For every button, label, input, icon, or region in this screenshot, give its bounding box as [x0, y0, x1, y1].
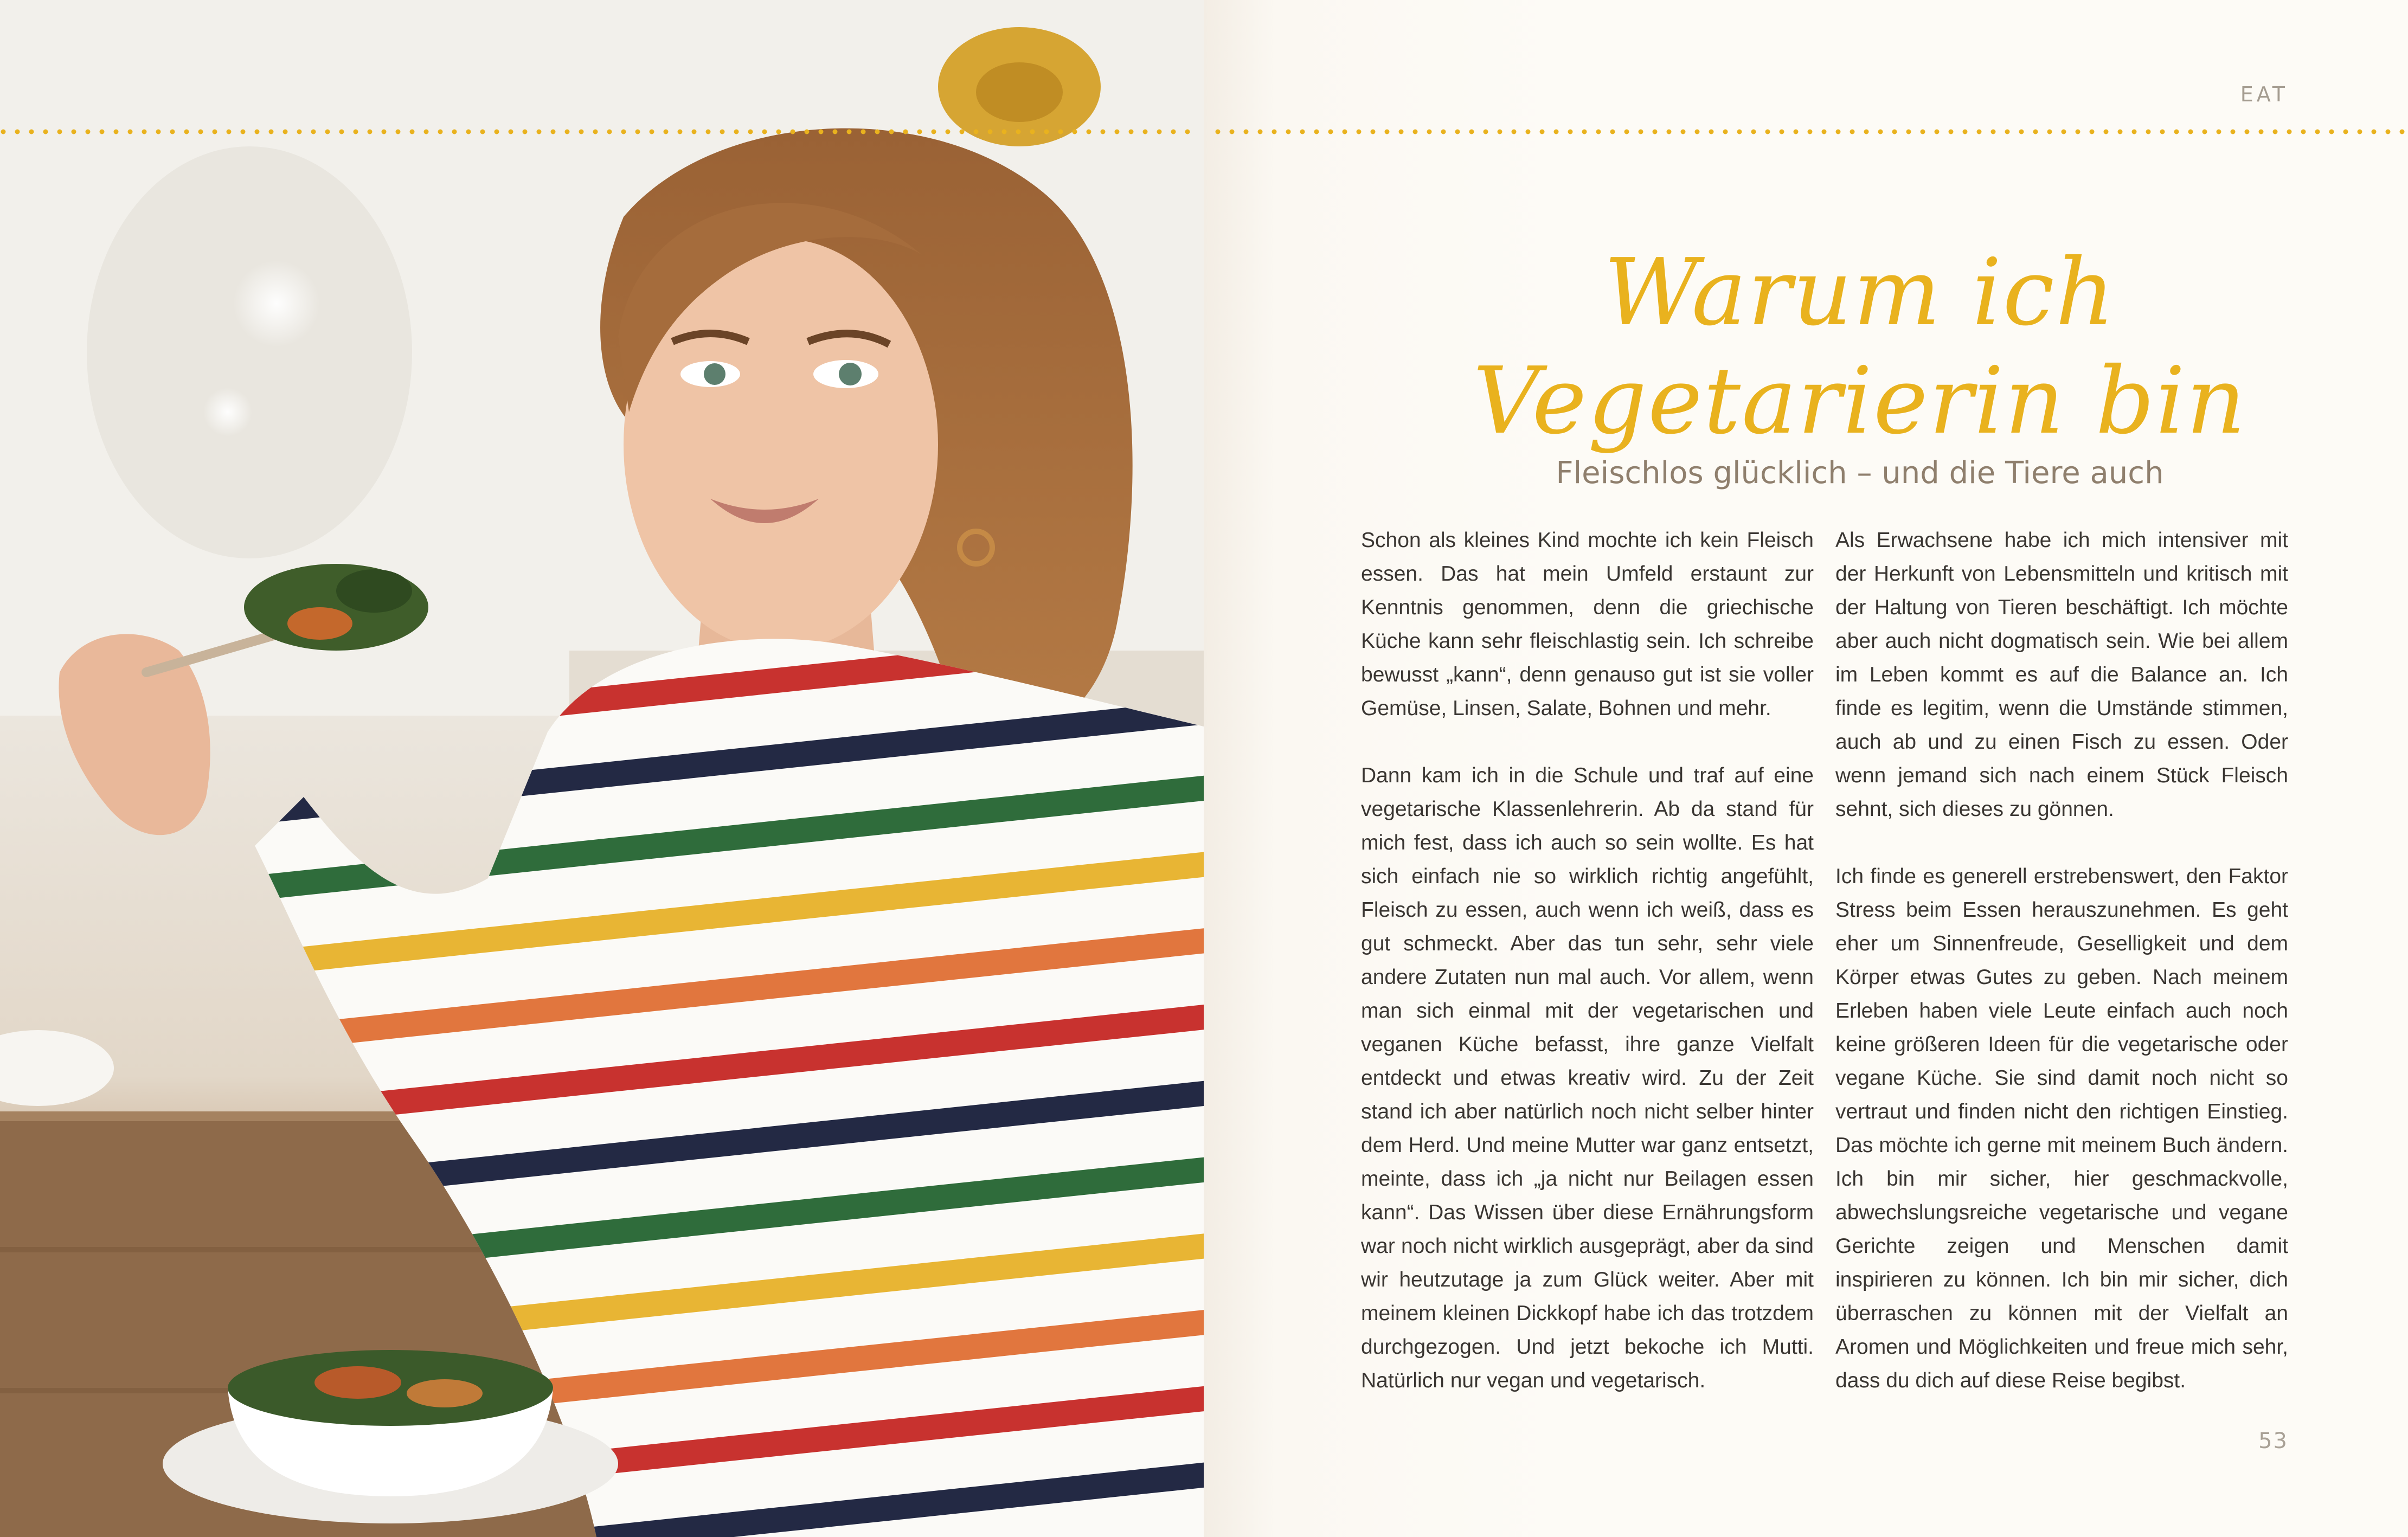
section-label: EAT [2240, 82, 2288, 106]
title-line-1: Warum ich [1603, 239, 2116, 346]
dotted-rule-right [1215, 129, 2408, 134]
paragraph: Schon als kleines Kind mochte ich kein Fleisch essen. Das hat mein Umfeld erstaunt zur Kenntnis genommen, denn die griechische Küche kann sehr fleischlastig sein. Ich schreibe bewusst „kann“, denn genauso gut ist sie voller Gemüse, Linsen, Salate, Bohnen und mehr. [1361, 529, 1814, 720]
paragraph: Ich finde es generell erstrebenswert, den Faktor Stress beim Essen herauszunehmen. Es geht eher um Sinnenfreude, Geselligkeit und dem Körper etwas Gutes zu geben. Nach meinem Erleben haben viele Leute einfach auch noch keine größeren Ideen für die vegetarische oder vegane Küche. Sie sind damit noch nicht so vertraut und finden nicht den richtigen Einstieg. Das möchte ich gerne mit meinem Buch ändern. Ich bin mir sicher, hier geschmackvolle, abwechslungsreiche vegetarische und vegane Gerichte zeigen und Menschen damit inspirieren zu können. Ich bin mir sicher, dich überraschen zu können mit der Vielfalt an Aromen und Möglichkeiten und freue mich sehr, dass du dich auf diese Reise begibst. [1835, 865, 2288, 1392]
paragraph: Dann kam ich in die Schule und traf auf eine vegetarische Klassenlehrerin. Ab da stand für mich fest, dass ich auch so sein wollte. Es hat sich einfach nie so wirklich richtig angefühlt, Fleisch zu essen, auch wenn ich weiß, dass es gut schmeckt. Aber das tun sehr, sehr viele andere Zutaten nun mal auch. Vor allem, wenn man sich einmal mit der vegetarischen und veganen Küche befasst, ihre ganze Vielfalt entdeckt und etwas kreativ wird. Zu der Zeit stand ich aber natürlich noch nicht selber hinter dem Herd. Und meine Mutter war ganz entsetzt, meinte, dass ich „ja nicht nur Beilagen essen kann“. Das Wissen über diese Ernährungsform war noch nicht wirklich ausgeprägt, aber da sind wir heutzutage ja zum Glück weiter. Aber mit meinem kleinen Dickkopf habe ich das trotzdem durchgezogen. Und jetzt bekoche ich Mutti. Natürlich nur vegan und vegetarisch. [1361, 764, 1814, 1392]
dotted-rule-left [0, 129, 1204, 134]
text-column-2 [1835, 524, 2288, 1431]
page-title [1442, 239, 2277, 455]
text-column-1 [1361, 524, 1814, 1431]
page-number: 53 [2258, 1429, 2288, 1454]
paragraph: Als Erwachsene habe ich mich intensiver mit der Herkunft von Lebensmitteln und kritisch mit der Haltung von Tieren beschäftigt. Ich möchte aber auch nicht dogmatisch sein. Wie bei allem im Leben kommt es auf die Balance an. Ich finde es legitim, wenn die Umstände stimmen, auch ab und zu einen Fisch zu essen. Oder wenn jemand sich nach einem Stück Fleisch sehnt, sich dieses zu gönnen. [1835, 529, 2288, 821]
title-line-2: Vegetarierin bin [1473, 348, 2247, 455]
subtitle: Fleischlos glücklich – und die Tiere auch [1556, 455, 2164, 491]
